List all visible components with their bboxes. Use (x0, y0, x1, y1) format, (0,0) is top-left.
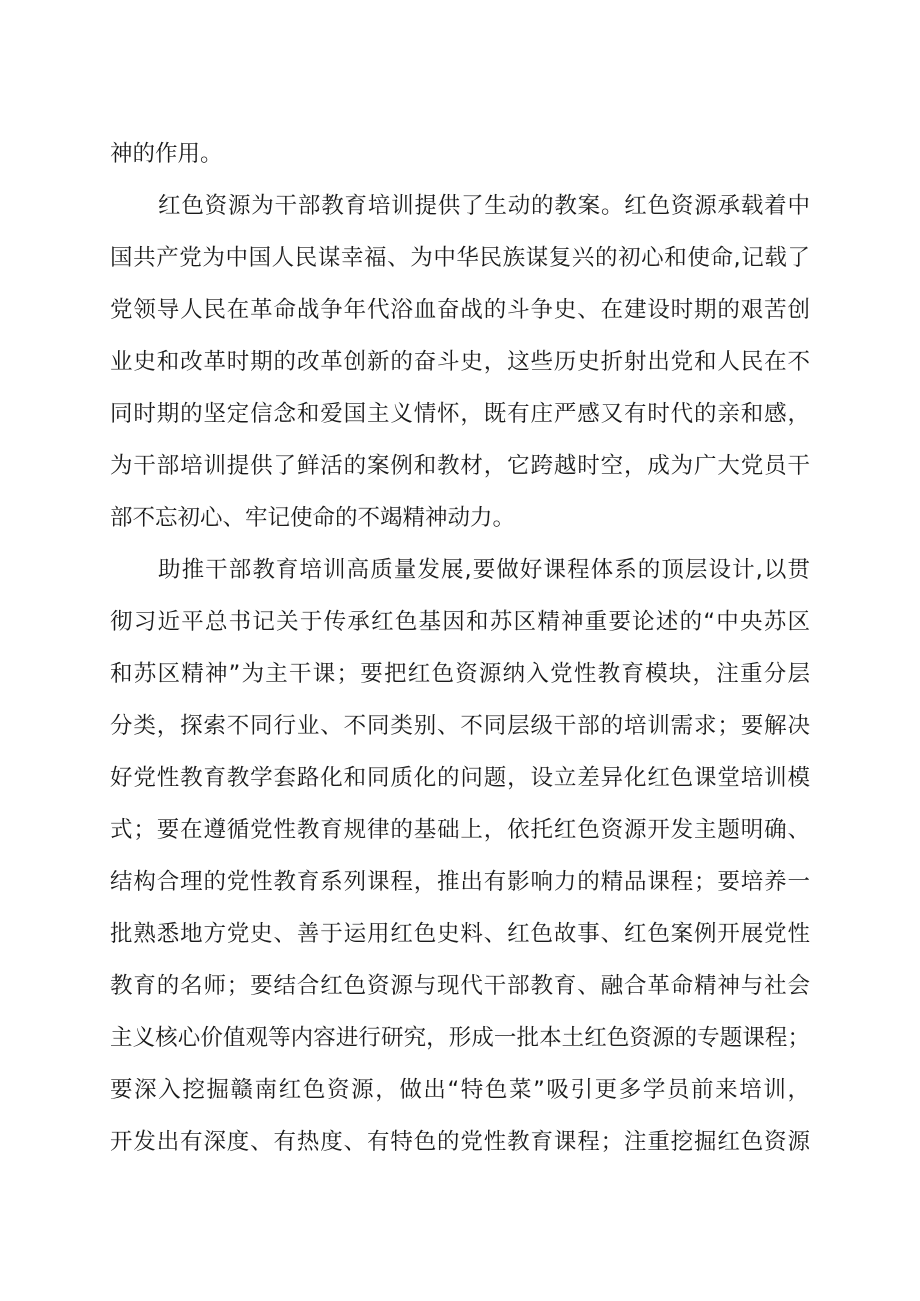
text-line: 为干部培训提供了鲜活的案例和教材，它跨越时空，成为广大党员干 (110, 453, 810, 479)
paragraph-first-line: 助推干部教育培训高质量发展,要做好课程体系的顶层设计,以贯 (158, 557, 810, 583)
text-line: 同时期的坚定信念和爱国主义情怀，既有庄严感又有时代的亲和感， (110, 401, 810, 427)
text-line: 主义核心价值观等内容进行研究，形成一批本土红色资源的专题课程； (110, 1025, 810, 1051)
text-line: 和苏区精神”为主干课；要把红色资源纳入党性教育模块，注重分层 (110, 661, 810, 687)
text-line: 业史和改革时期的改革创新的奋斗史，这些历史折射出党和人民在不 (110, 349, 810, 375)
text-line: 开发出有深度、有热度、有特色的党性教育课程；注重挖掘红色资源 (110, 1129, 810, 1155)
text-line: 结构合理的党性教育系列课程，推出有影响力的精品课程；要培养一 (110, 869, 810, 895)
text-line: 彻习近平总书记关于传承红色基因和苏区精神重要论述的“中央苏区 (110, 609, 810, 635)
text-line: 分类，探索不同行业、不同类别、不同层级干部的培训需求；要解决 (110, 713, 810, 739)
text-line: 部不忘初心、牢记使命的不竭精神动力。 (110, 505, 516, 531)
text-line: 教育的名师；要结合红色资源与现代干部教育、融合革命精神与社会 (110, 973, 810, 999)
text-line: 批熟悉地方党史、善于运用红色史料、红色故事、红色案例开展党性 (110, 921, 810, 947)
text-line: 式；要在遵循党性教育规律的基础上，依托红色资源开发主题明确、 (110, 817, 810, 843)
text-line: 党领导人民在革命战争年代浴血奋战的斗争史、在建设时期的艰苦创 (110, 297, 810, 323)
paragraph-first-line: 红色资源为干部教育培训提供了生动的教案。红色资源承载着中 (158, 193, 810, 219)
text-line: 好党性教育教学套路化和同质化的问题，设立差异化红色课堂培训模 (110, 765, 810, 791)
text-line: 要深入挖掘赣南红色资源，做出“特色菜”吸引更多学员前来培训， (110, 1077, 810, 1103)
text-line: 国共产党为中国人民谋幸福、为中华民族谋复兴的初心和使命,记载了 (110, 245, 810, 271)
text-line: 神的作用。 (110, 141, 223, 167)
